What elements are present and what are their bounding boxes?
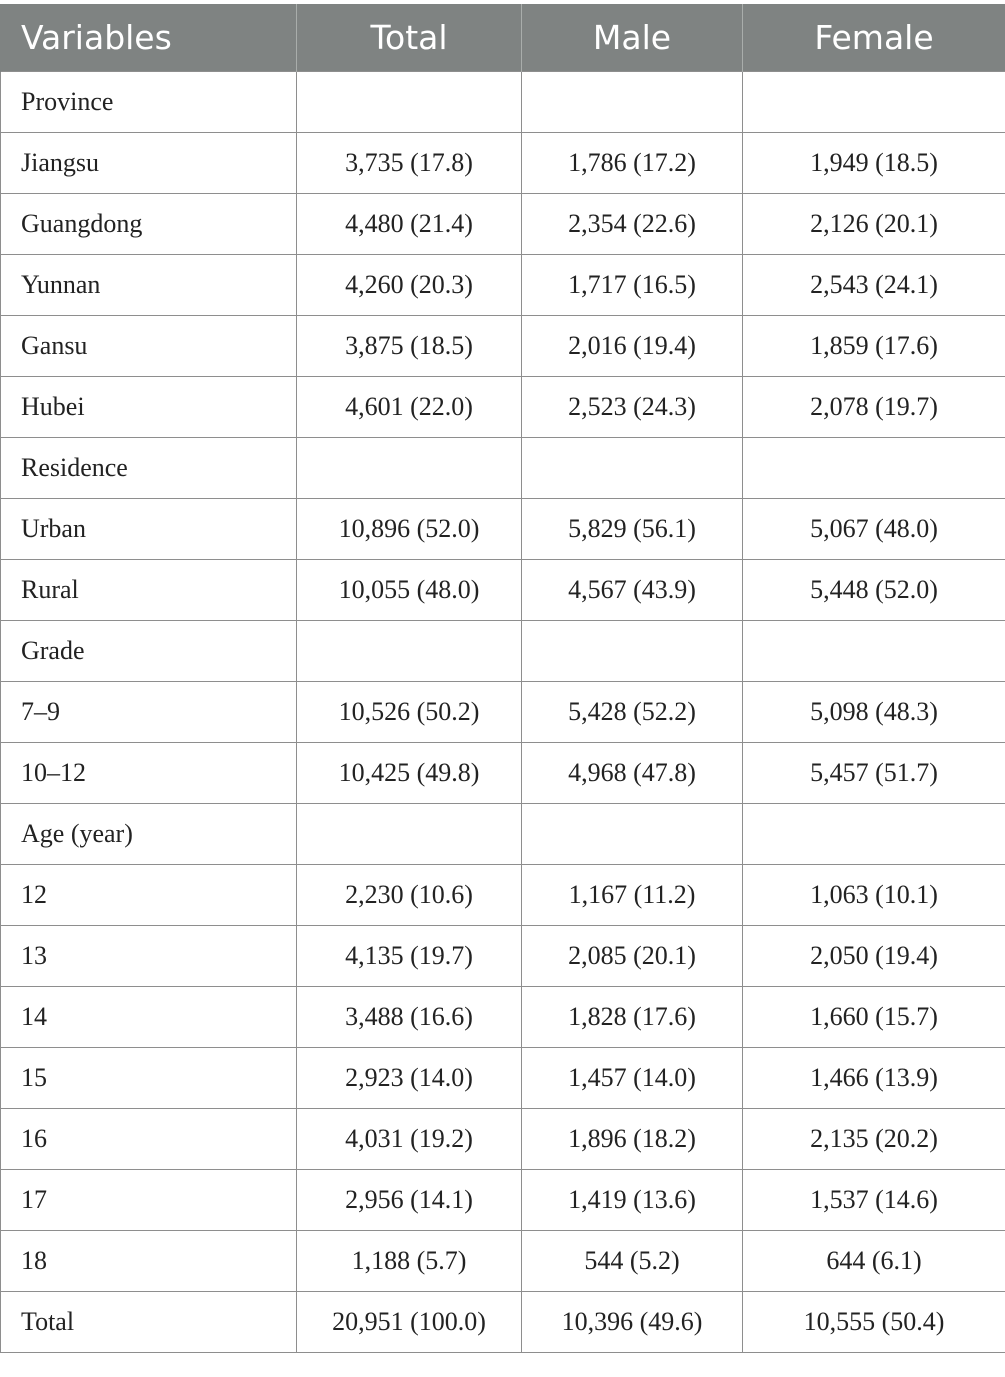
cell-total	[297, 72, 522, 133]
cell-male	[522, 438, 743, 499]
table-row	[1, 1109, 1005, 1170]
row-label: Residence	[1, 438, 297, 499]
header-total: Total	[297, 4, 522, 72]
table-row	[1, 865, 1005, 926]
cell-male	[522, 72, 743, 133]
table-row	[1, 560, 1005, 621]
cell-male	[522, 804, 743, 865]
header-male: Male	[522, 4, 743, 72]
row-label: 13	[1, 926, 297, 987]
row-label: Province	[1, 72, 297, 133]
cell-total: 4,135 (19.7)	[297, 926, 522, 987]
table-row	[1, 1231, 1005, 1292]
row-label: Rural	[1, 560, 297, 621]
cell-female: 2,126 (20.1)	[743, 194, 1005, 255]
cell-male: 5,829 (56.1)	[522, 499, 743, 560]
cell-total	[297, 621, 522, 682]
cell-female: 1,537 (14.6)	[743, 1170, 1005, 1231]
cell-female: 1,466 (13.9)	[743, 1048, 1005, 1109]
row-label: 7–9	[1, 682, 297, 743]
cell-male: 1,167 (11.2)	[522, 865, 743, 926]
cell-female: 5,448 (52.0)	[743, 560, 1005, 621]
cell-total: 4,260 (20.3)	[297, 255, 522, 316]
table-row	[1, 316, 1005, 377]
cell-male: 1,419 (13.6)	[522, 1170, 743, 1231]
row-label: Gansu	[1, 316, 297, 377]
cell-female: 644 (6.1)	[743, 1231, 1005, 1292]
row-label: 12	[1, 865, 297, 926]
table-row	[1, 1292, 1005, 1353]
table-row	[1, 1048, 1005, 1109]
table-row	[1, 743, 1005, 804]
row-label: 17	[1, 1170, 297, 1231]
cell-female: 5,067 (48.0)	[743, 499, 1005, 560]
row-label: Age (year)	[1, 804, 297, 865]
table-header	[1, 4, 1005, 72]
row-label: Total	[1, 1292, 297, 1353]
table-row	[1, 1170, 1005, 1231]
cell-female: 2,543 (24.1)	[743, 255, 1005, 316]
cell-total: 1,188 (5.7)	[297, 1231, 522, 1292]
row-label: Jiangsu	[1, 133, 297, 194]
cell-female: 1,660 (15.7)	[743, 987, 1005, 1048]
table-row	[1, 438, 1005, 499]
cell-male: 1,896 (18.2)	[522, 1109, 743, 1170]
cell-male: 544 (5.2)	[522, 1231, 743, 1292]
cell-male: 4,567 (43.9)	[522, 560, 743, 621]
cell-female: 5,457 (51.7)	[743, 743, 1005, 804]
cell-female	[743, 621, 1005, 682]
row-label: 14	[1, 987, 297, 1048]
table-row	[1, 499, 1005, 560]
cell-total: 2,956 (14.1)	[297, 1170, 522, 1231]
cell-total: 4,601 (22.0)	[297, 377, 522, 438]
cell-total: 10,896 (52.0)	[297, 499, 522, 560]
row-label: Yunnan	[1, 255, 297, 316]
cell-male	[522, 621, 743, 682]
cell-total: 10,526 (50.2)	[297, 682, 522, 743]
table-row	[1, 621, 1005, 682]
cell-male: 2,085 (20.1)	[522, 926, 743, 987]
table-body	[1, 72, 1005, 1353]
cell-total: 20,951 (100.0)	[297, 1292, 522, 1353]
row-label: Hubei	[1, 377, 297, 438]
cell-male: 1,457 (14.0)	[522, 1048, 743, 1109]
cell-male: 1,828 (17.6)	[522, 987, 743, 1048]
cell-total: 4,480 (21.4)	[297, 194, 522, 255]
cell-male: 1,786 (17.2)	[522, 133, 743, 194]
cell-female: 1,949 (18.5)	[743, 133, 1005, 194]
header-variables: Variables	[1, 4, 297, 72]
cell-total	[297, 804, 522, 865]
cell-female: 2,135 (20.2)	[743, 1109, 1005, 1170]
cell-female: 1,859 (17.6)	[743, 316, 1005, 377]
table-container	[0, 4, 1005, 1353]
cell-total: 3,735 (17.8)	[297, 133, 522, 194]
cell-total: 3,488 (16.6)	[297, 987, 522, 1048]
cell-total: 2,923 (14.0)	[297, 1048, 522, 1109]
row-label: 15	[1, 1048, 297, 1109]
cell-female: 2,050 (19.4)	[743, 926, 1005, 987]
cell-total: 10,055 (48.0)	[297, 560, 522, 621]
cell-total: 3,875 (18.5)	[297, 316, 522, 377]
cell-male: 2,016 (19.4)	[522, 316, 743, 377]
cell-total: 2,230 (10.6)	[297, 865, 522, 926]
cell-total: 10,425 (49.8)	[297, 743, 522, 804]
cell-female: 2,078 (19.7)	[743, 377, 1005, 438]
table-row	[1, 682, 1005, 743]
cell-female: 5,098 (48.3)	[743, 682, 1005, 743]
table-row	[1, 194, 1005, 255]
table-row	[1, 255, 1005, 316]
row-label: Urban	[1, 499, 297, 560]
table-row	[1, 804, 1005, 865]
row-label: Guangdong	[1, 194, 297, 255]
cell-female: 1,063 (10.1)	[743, 865, 1005, 926]
table-row	[1, 377, 1005, 438]
cell-male: 10,396 (49.6)	[522, 1292, 743, 1353]
table-row	[1, 72, 1005, 133]
cell-female	[743, 438, 1005, 499]
row-label: 16	[1, 1109, 297, 1170]
cell-male: 1,717 (16.5)	[522, 255, 743, 316]
cell-male: 2,523 (24.3)	[522, 377, 743, 438]
row-label: Grade	[1, 621, 297, 682]
cell-total: 4,031 (19.2)	[297, 1109, 522, 1170]
cell-female: 10,555 (50.4)	[743, 1292, 1005, 1353]
cell-female	[743, 804, 1005, 865]
cell-total	[297, 438, 522, 499]
header-female: Female	[743, 4, 1005, 72]
header-row	[1, 4, 1005, 72]
cell-male: 4,968 (47.8)	[522, 743, 743, 804]
cell-male: 2,354 (22.6)	[522, 194, 743, 255]
table-row	[1, 133, 1005, 194]
cell-female	[743, 72, 1005, 133]
table-row	[1, 926, 1005, 987]
cell-male: 5,428 (52.2)	[522, 682, 743, 743]
row-label: 18	[1, 1231, 297, 1292]
demographics-table	[0, 4, 1005, 1353]
row-label: 10–12	[1, 743, 297, 804]
table-row	[1, 987, 1005, 1048]
